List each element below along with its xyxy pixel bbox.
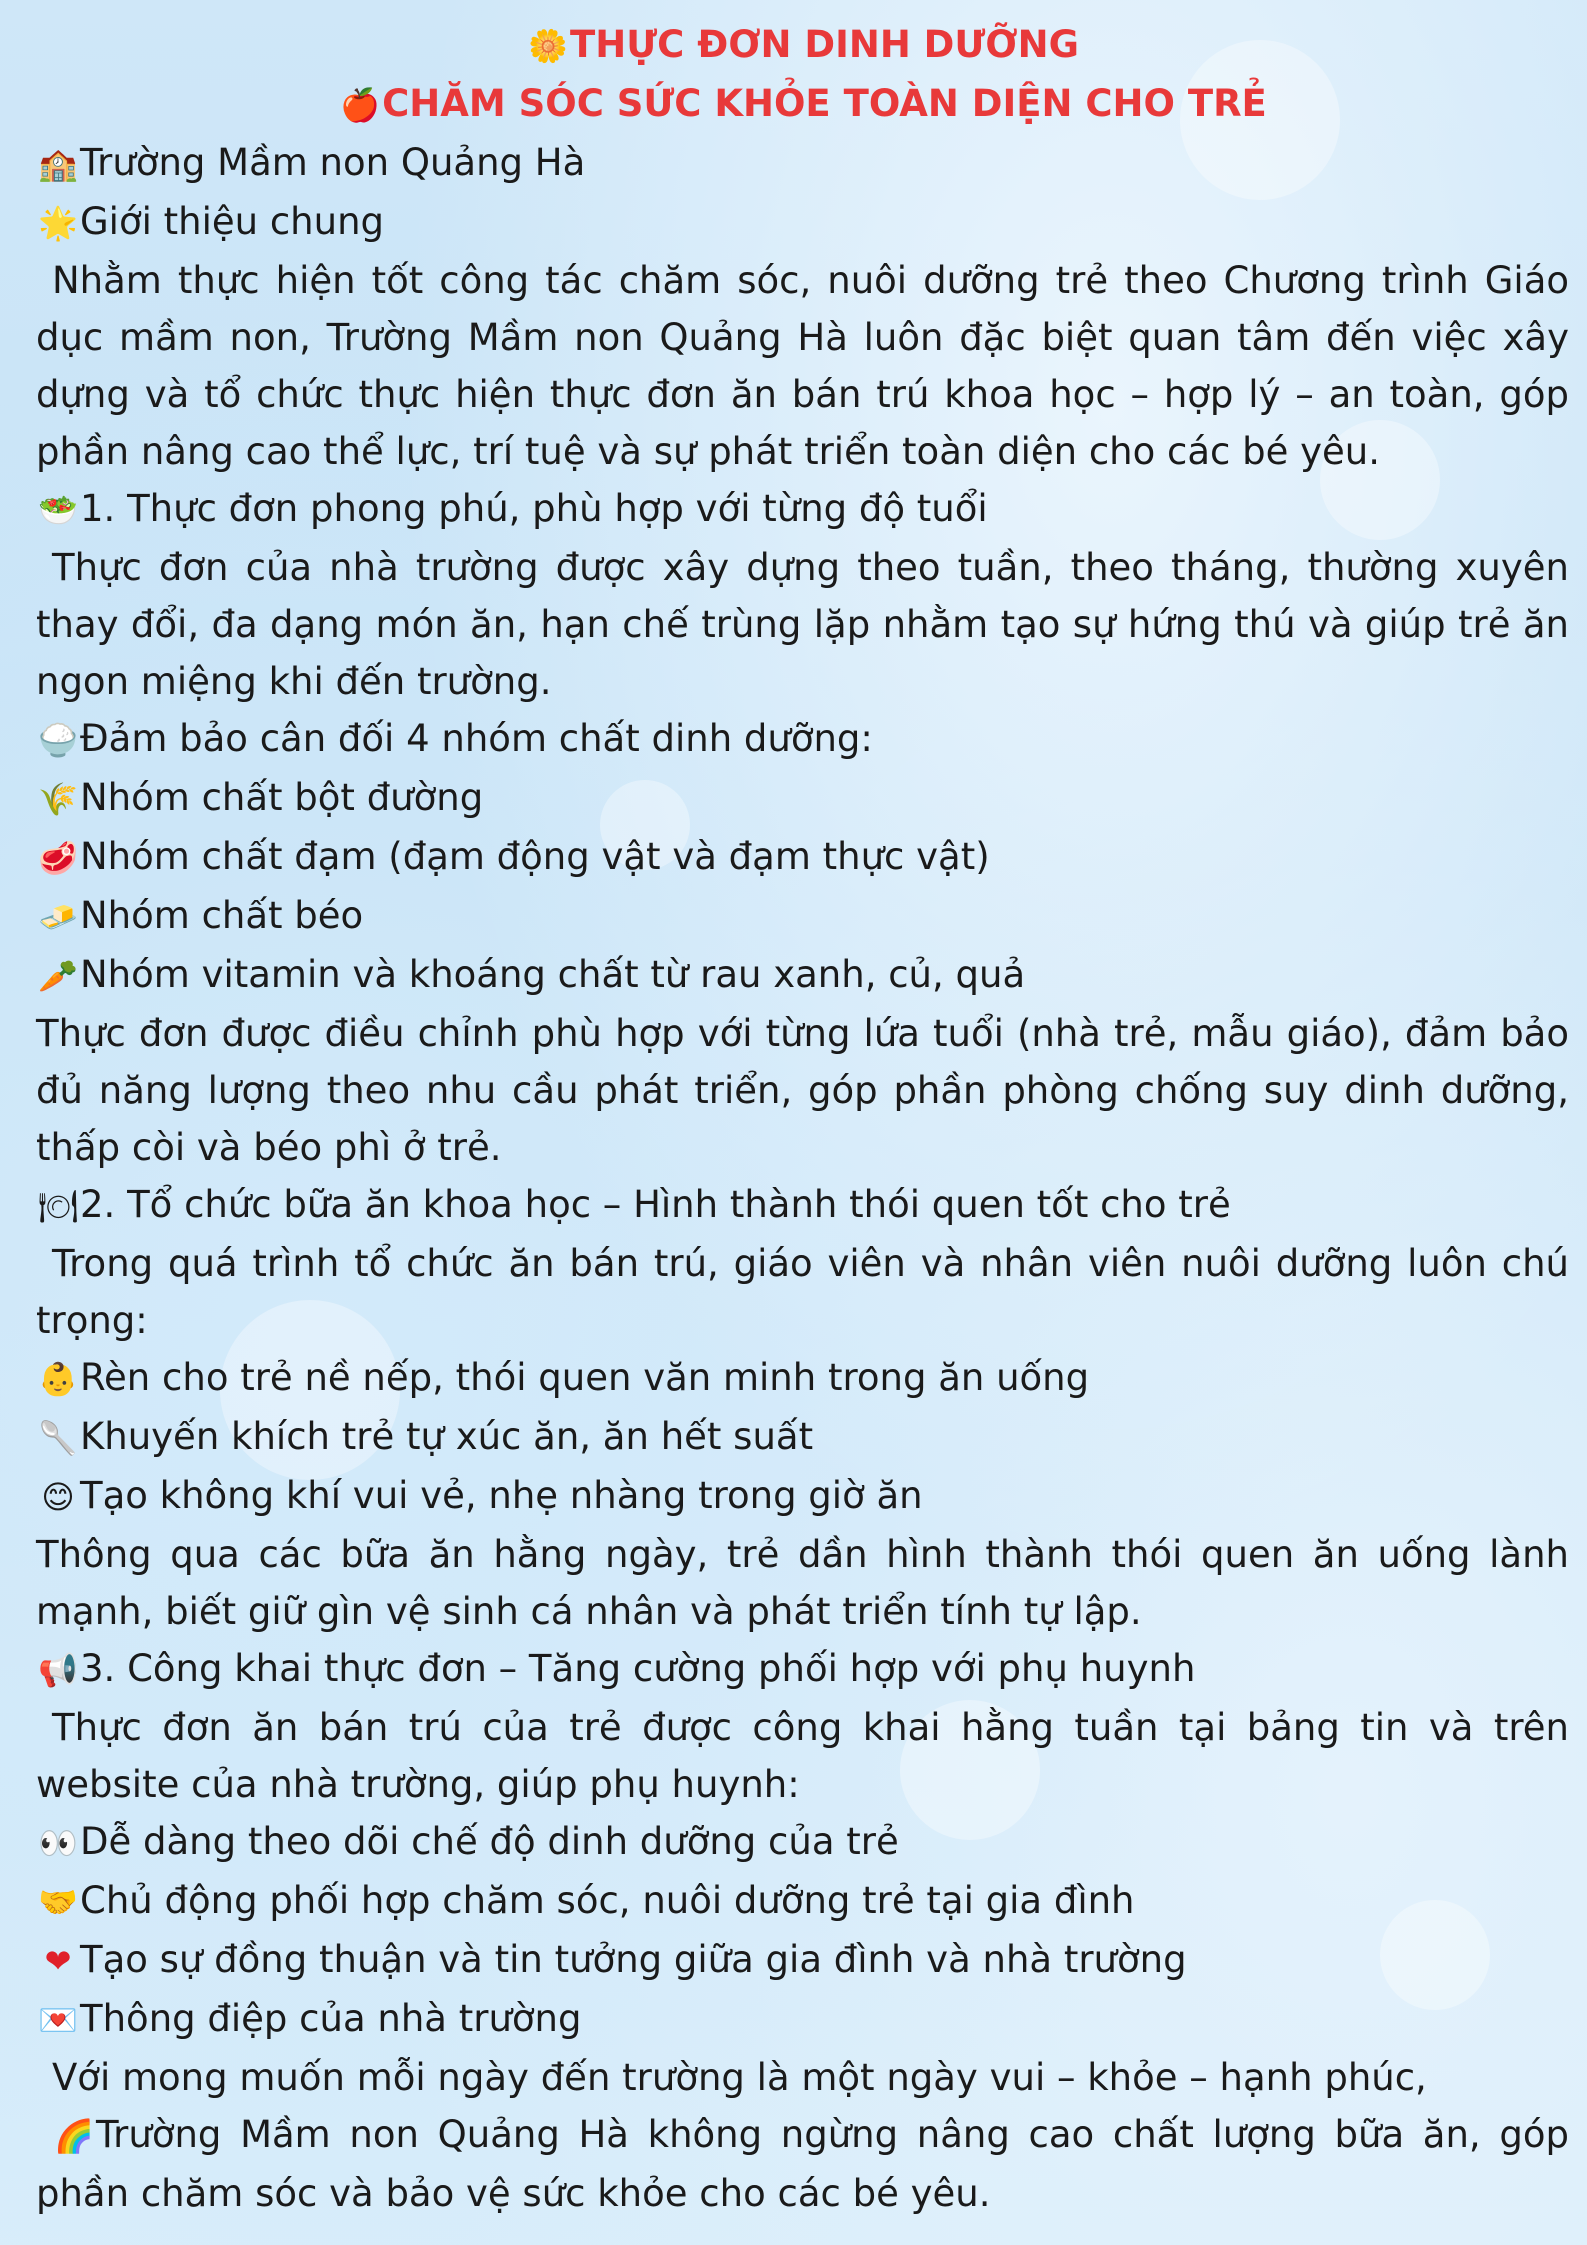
smile-icon: 😊 (41, 1478, 75, 1516)
intro-heading: 🌟Giới thiệu chung (36, 193, 1569, 252)
section-2-heading: 🍽2. Tổ chức bữa ăn khoa học – Hình thành thói quen tốt cho trẻ (36, 1176, 1569, 1235)
title-line-2: 🍎CHĂM SÓC SỨC KHỎE TOÀN DIỆN CHO TRẺ (36, 75, 1569, 134)
nutrition-groups-heading: 🍚Đảm bảo cân đối 4 nhóm chất dinh dưỡng: (36, 710, 1569, 769)
section-3-paragraph: Thực đơn ăn bán trú của trẻ được công khai hằng tuần tại bảng tin và trên website của nhà trường, giúp phụ huynh: (36, 1706, 1569, 1806)
section-1-heading: 🥗1. Thực đơn phong phú, phù hợp với từng độ tuổi (36, 480, 1569, 539)
salad-icon: 🥗 (38, 491, 78, 529)
title-line-1: 🌼THỰC ĐƠN DINH DƯỠNG (36, 16, 1569, 75)
school-name: 🏫Trường Mầm non Quảng Hà (36, 134, 1569, 193)
school-icon: 🏫 (38, 145, 78, 183)
star-icon: 🌟 (38, 204, 78, 242)
rainbow-icon: 🌈 (54, 2117, 94, 2155)
message-line-2: 🌈Trường Mầm non Quảng Hà không ngừng nâng cao chất lượng bữa ăn, góp phần chăm sóc và bảo vệ sức khỏe cho các bé yêu. (36, 2106, 1569, 2222)
plate-cutlery-icon: 🍽 (37, 1187, 79, 1225)
rice-plant-icon: 🌾 (38, 780, 78, 818)
eyes-icon: 👀 (38, 1824, 78, 1862)
section-2-closing: Thông qua các bữa ăn hằng ngày, trẻ dần hình thành thói quen ăn uống lành mạnh, biết giữ gìn vệ sinh cá nhân và phát triển tính tự lập. (36, 1533, 1569, 1633)
document-body (36, 16, 1569, 2222)
section-3-heading: 📢3. Công khai thực đơn – Tăng cường phối hợp với phụ huynh (36, 1640, 1569, 1699)
apple-icon: 🍎 (340, 86, 381, 124)
list-item: 👀Dễ dàng theo dõi chế độ dinh dưỡng của trẻ (36, 1813, 1569, 1872)
list-item: 🤝Chủ động phối hợp chăm sóc, nuôi dưỡng trẻ tại gia đình (36, 1872, 1569, 1931)
meat-icon: 🥩 (38, 839, 78, 877)
list-item: 👶Rèn cho trẻ nề nếp, thói quen văn minh trong ăn uống (36, 1349, 1569, 1408)
rice-bowl-icon: 🍚 (38, 721, 78, 759)
section-2-paragraph: Trong quá trình tổ chức ăn bán trú, giáo viên và nhân viên nuôi dưỡng luôn chú trọng: (36, 1242, 1569, 1342)
section-1-closing: Thực đơn được điều chỉnh phù hợp với từng lứa tuổi (nhà trẻ, mẫu giáo), đảm bảo đủ năng lượng theo nhu cầu phát triển, góp phần phòng chống suy dinh dưỡng, thấp còi và béo phì ở trẻ. (36, 1012, 1569, 1169)
list-item: 🌾Nhóm chất bột đường (36, 769, 1569, 828)
list-item: 🥕Nhóm vitamin và khoáng chất từ rau xanh, củ, quả (36, 946, 1569, 1005)
list-item: 😊 Tạo không khí vui vẻ, nhẹ nhàng trong giờ ăn (36, 1467, 1569, 1526)
carrot-icon: 🥕 (38, 957, 78, 995)
message-line-1: Với mong muốn mỗi ngày đến trường là một ngày vui – khỏe – hạnh phúc, (52, 2056, 1427, 2099)
intro-paragraph: Nhằm thực hiện tốt công tác chăm sóc, nuôi dưỡng trẻ theo Chương trình Giáo dục mầm non, Trường Mầm non Quảng Hà luôn đặc biệt quan tâm đến việc xây dựng và tổ chức thực hiện thực đơn ăn bán trú khoa học – hợp lý – an toàn, góp phần nâng cao thể lực, trí tuệ và sự phát triển toàn diện cho các bé yêu. (36, 259, 1569, 473)
baby-icon: 👶 (38, 1360, 78, 1398)
megaphone-icon: 📢 (38, 1651, 78, 1689)
list-item: 🥄Khuyến khích trẻ tự xúc ăn, ăn hết suất (36, 1408, 1569, 1467)
list-item: 🥩Nhóm chất đạm (đạm động vật và đạm thực vật) (36, 828, 1569, 887)
flower-icon: 🌼 (528, 27, 568, 65)
list-item: 🧈Nhóm chất béo (36, 887, 1569, 946)
section-1-paragraph: Thực đơn của nhà trường được xây dựng theo tuần, theo tháng, thường xuyên thay đổi, đa dạng món ăn, hạn chế trùng lặp nhằm tạo sự hứng thú và giúp trẻ ăn ngon miệng khi đến trường. (36, 546, 1569, 703)
message-heading: 💌Thông điệp của nhà trường (36, 1990, 1569, 2049)
heart-icon: ❤ (44, 1942, 72, 1980)
love-letter-icon: 💌 (38, 2001, 78, 2039)
list-item: ❤ Tạo sự đồng thuận và tin tưởng giữa gia đình và nhà trường (36, 1931, 1569, 1990)
butter-icon: 🧈 (38, 898, 78, 936)
handshake-icon: 🤝 (38, 1883, 78, 1921)
spoon-icon: 🥄 (38, 1419, 78, 1457)
